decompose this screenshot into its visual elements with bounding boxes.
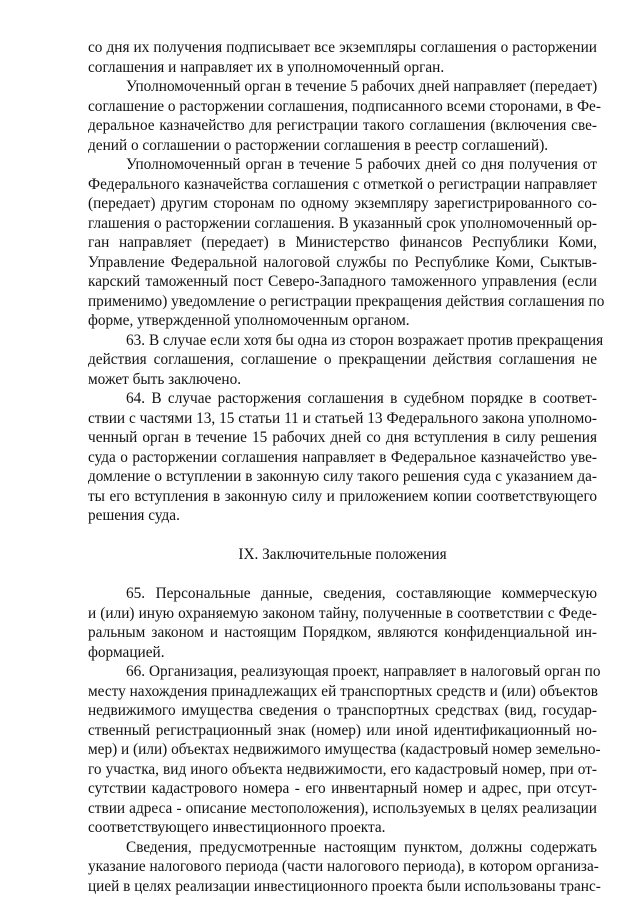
text-line: соответствующего инвестиционного проекта. (88, 819, 386, 836)
text-line: со дня их получения подписывает все экземпляры соглашения о расторжении (88, 39, 597, 56)
text-line: карский таможенный пост Северо-Западного таможенного управления (если (88, 273, 597, 290)
text-line: Управление Федеральной налоговой службы по Республике Коми, Сыктыв- (88, 253, 597, 271)
text-line: цией в целях реализации инвестиционного проекта были использованы транс- (88, 877, 601, 895)
text-line: мер) и (или) объектах недвижимого имущества (кадастровый номер земельно- (88, 741, 601, 758)
text-line: ты его вступления в законную силу и приложением копии соответствующего (88, 487, 597, 505)
text-line: го участка, вид иного объекта недвижимости, его кадастровый номер, при от- (88, 760, 597, 778)
text-line: указание налогового периода (части налогового периода), в котором организа- (88, 858, 599, 875)
spacer (88, 526, 597, 546)
text-line: Уполномоченный орган в течение 5 рабочих дней направляет (передает) (126, 78, 598, 95)
text-line: ченный орган в течение 15 рабочих дней со дня вступления в силу решения (88, 429, 597, 446)
text-line: 66. Организация, реализующая проект, направляет в налоговый орган по (126, 663, 601, 680)
text-line: Сведения, предусмотренные настоящим пунктом, должны содержать (126, 838, 597, 856)
text-line: применимо) уведомление о регистрации прекращения действия соглашения по (88, 292, 605, 310)
text-line: ственный регистрационный знак (номер) или иной идентификационный но- (88, 721, 597, 739)
text-line: домление о вступлении в законную силу такого решения суда с указанием да- (88, 468, 597, 485)
text-line: формацией. (88, 643, 165, 661)
text-line: действия соглашения, соглашение о прекращении действия соглашения не (88, 351, 597, 368)
text-line: ствии адреса - описание местоположения), используемых в целях реализации (88, 799, 597, 817)
section-heading: IX. Заключительные положения (238, 546, 447, 563)
text-line: ствии с частями 13, 15 статьи 11 и статьей 13 Федерального закона уполномо- (88, 409, 597, 427)
text-line: форме, утвержденной уполномоченным органом. (88, 312, 410, 329)
text-line: и (или) иную охраняемую законом тайну, полученные в соответствии с Феде- (88, 604, 597, 622)
spacer (88, 565, 597, 585)
text-line: сутствии кадастрового номера - его инвентарный номер и адрес, при отсут- (88, 780, 597, 797)
text-line: ральным законом и настоящим Порядком, являются конфиденциальной ин- (88, 624, 597, 641)
text-line: может быть заключено. (88, 370, 242, 388)
text-line: дений о соглашении о расторжении соглашения в реестр соглашений). (88, 136, 549, 154)
text-line: месту нахождения принадлежащих ей транспортных средств и (или) объектов (88, 682, 598, 700)
text-line: деральное казначейство для регистрации такого соглашения (включения све- (88, 117, 597, 134)
document-body (88, 38, 605, 896)
text-line: (передает) другим сторонам по одному экземпляру зарегистрированного со- (88, 195, 597, 212)
text-line: суда о расторжении соглашения направляет в Федеральное казначейство уве- (88, 448, 597, 466)
text-line: Федерального казначейства соглашения с отметкой о регистрации направляет (88, 175, 597, 193)
text-line: соглашения и направляет их в уполномоченный орган. (88, 58, 445, 76)
text-line: 63. В случае если хотя бы одна из сторон возражает против прекращения (126, 331, 604, 349)
text-line: 64. В случае расторжения соглашения в судебном порядке в соответ- (126, 390, 597, 407)
text-line: ган направляет (передает) в Министерство финансов Республики Коми, (88, 234, 597, 251)
text-line: глашения о расторжении соглашения. В указанный срок уполномоченный ор- (88, 214, 597, 232)
text-line: недвижимого имущества сведения о транспортных средствах (вид, государ- (88, 702, 597, 719)
text-line: соглашение о расторжении соглашения, подписанного всеми сторонами, в Фе- (88, 97, 601, 115)
text-line: Уполномоченный орган в течение 5 рабочих дней со дня получения от (126, 156, 597, 173)
text-line: 65. Персональные данные, сведения, составляющие коммерческую (126, 585, 597, 602)
text-line: решения суда. (88, 507, 180, 524)
